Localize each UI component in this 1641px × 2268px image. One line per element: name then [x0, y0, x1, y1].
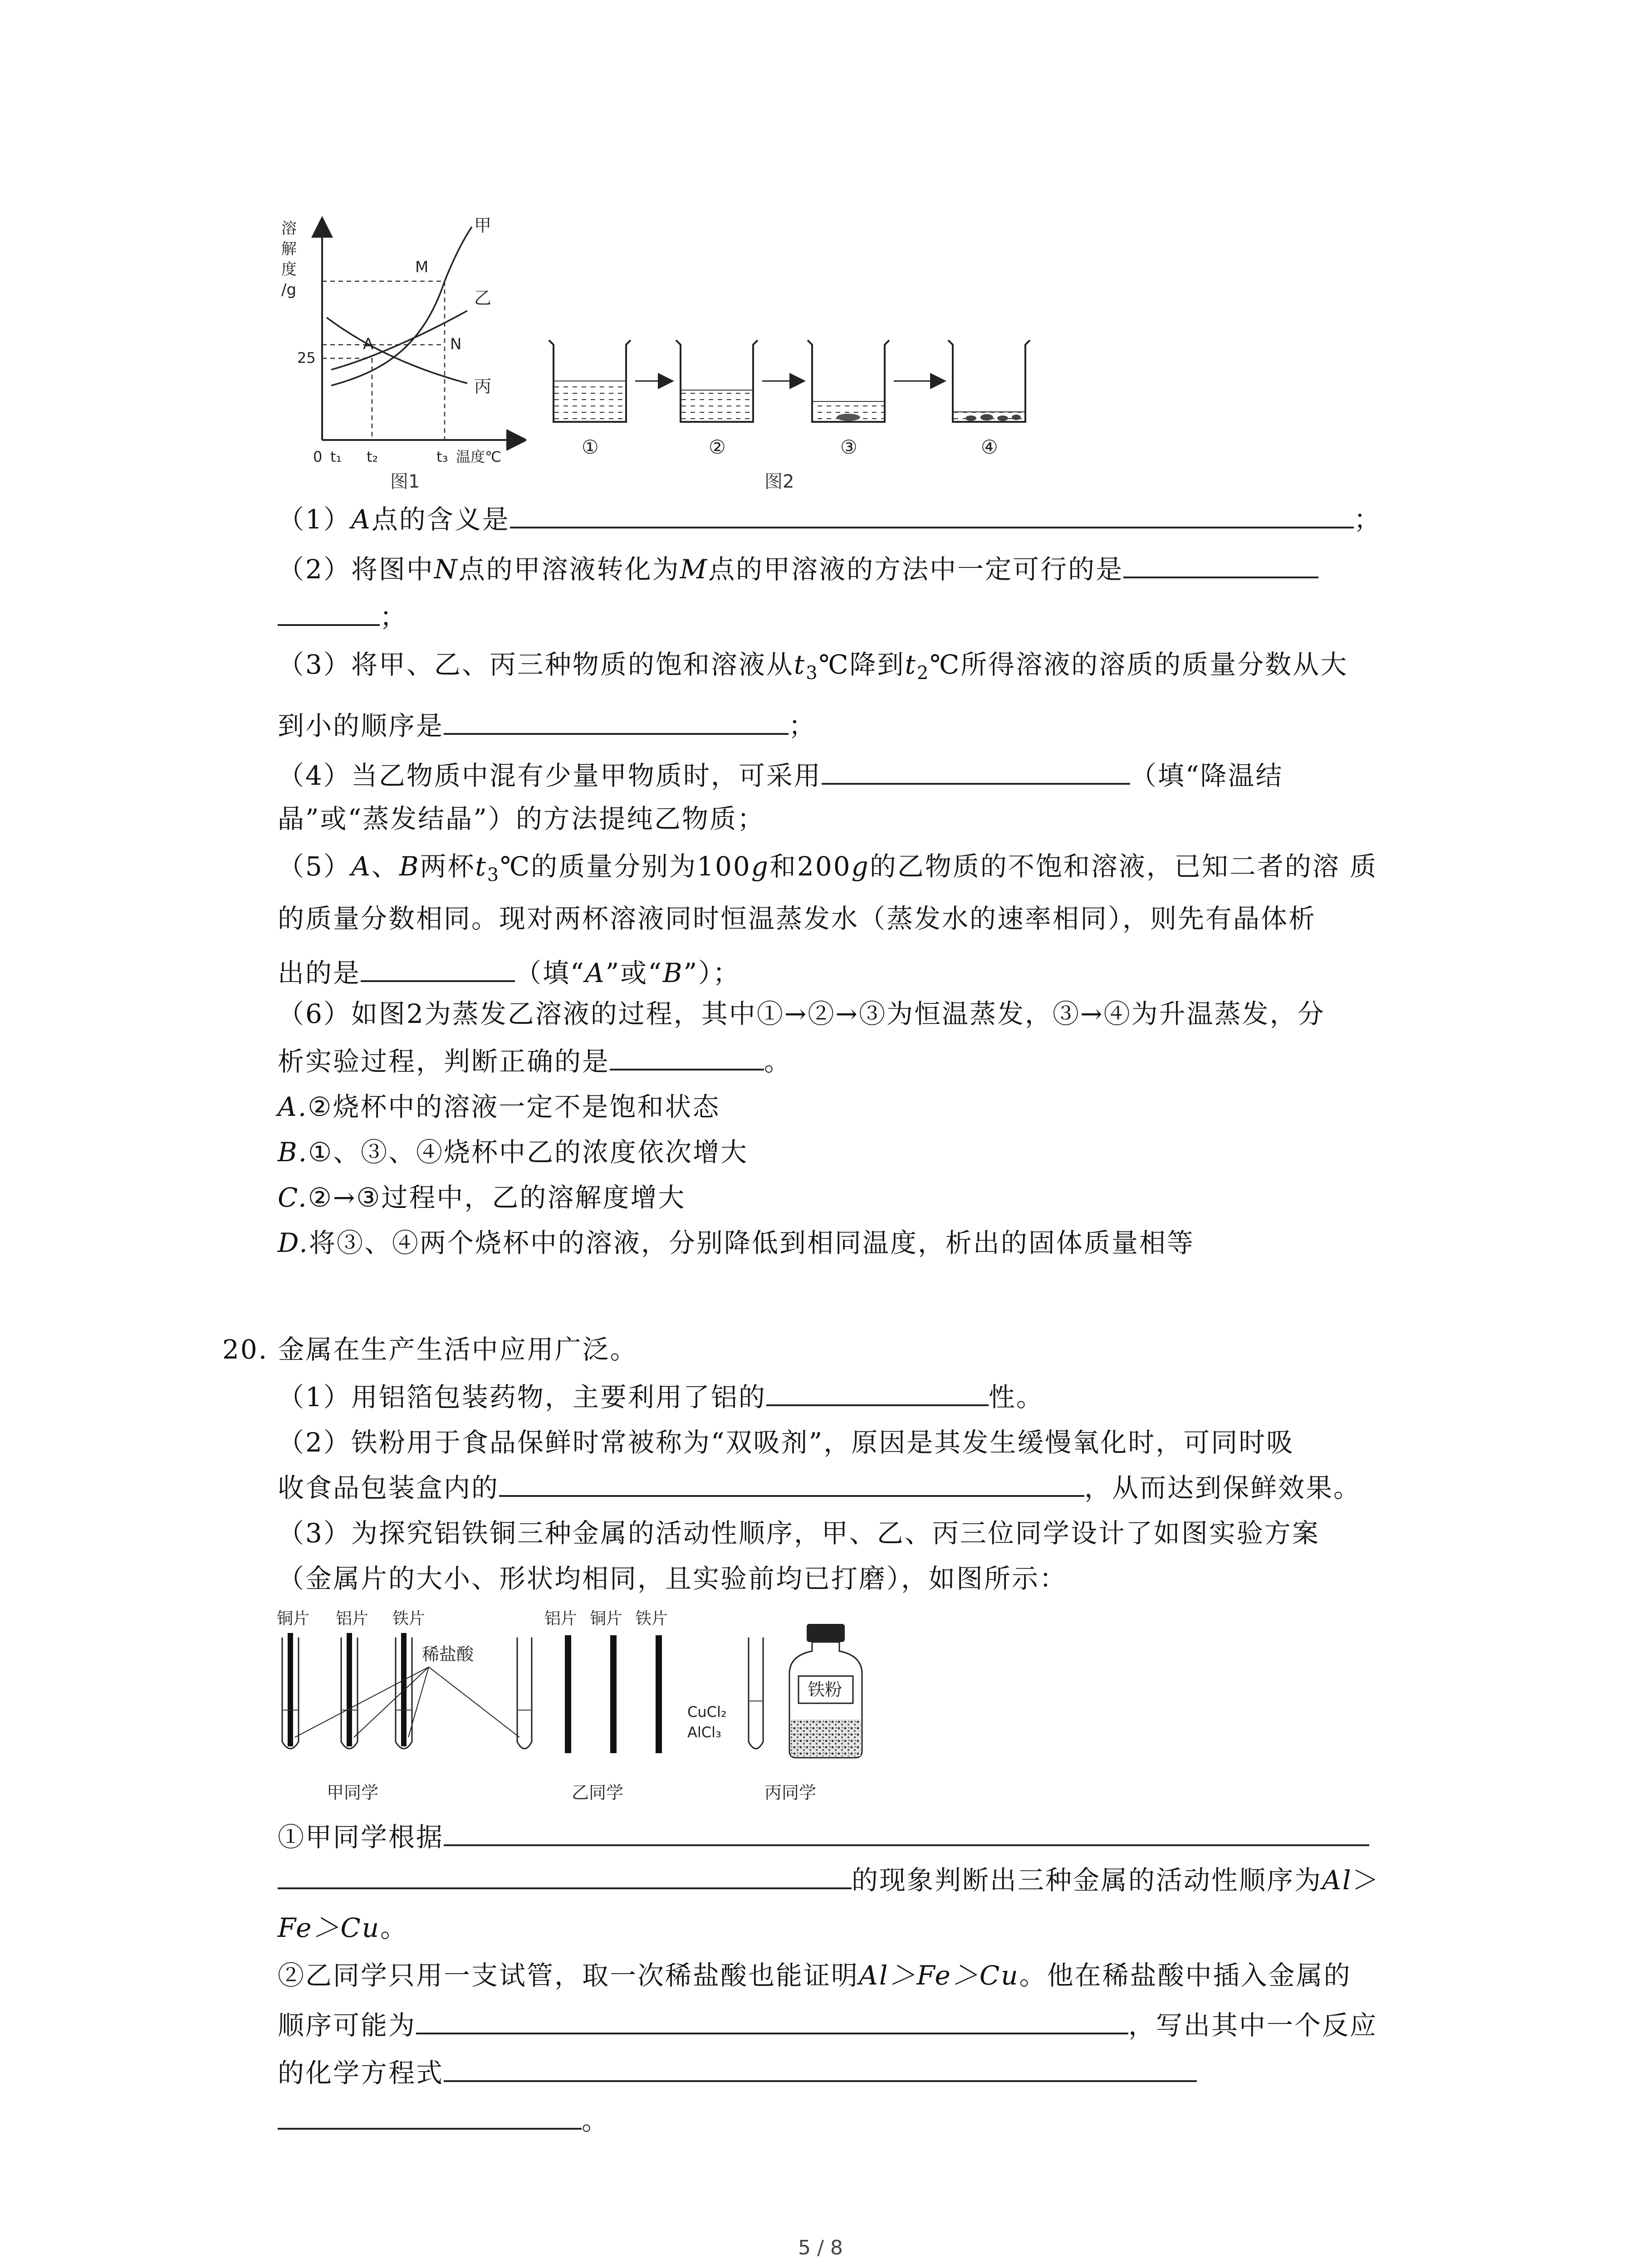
q19-p6-line2: 析实验过程，判断正确的是 。 — [278, 1046, 792, 1077]
answer-blank-4[interactable] — [822, 779, 1130, 785]
beaker-label-3: ③ — [840, 436, 857, 458]
answer-blank-2a[interactable] — [1123, 573, 1318, 578]
answer-blank-20-3b[interactable] — [278, 1884, 852, 1889]
page-number: 5 / 8 — [798, 2236, 843, 2259]
answer-blank-20-5b[interactable] — [278, 2124, 582, 2130]
q19-p2-line2: ； — [278, 599, 407, 635]
fig1-x-unit: 温度℃ — [456, 448, 501, 465]
yi-copper-strip — [610, 1635, 617, 1753]
option-d: D.将③、④两个烧杯中的溶液，分别降低到相同温度，析出的固体质量相等 — [278, 1227, 1195, 1258]
fig1-x-t1: t₁ — [330, 448, 342, 465]
q20-s1-line3: Fe＞Cu。 — [278, 1912, 408, 1943]
q19-p5-line2: 的质量分数相同。现对两杯溶液同时恒温蒸发水（蒸发水的速率相同），则先有晶体析 — [278, 903, 1317, 934]
bing-jar-label: 铁粉 — [808, 1680, 843, 1700]
q19-p5-line3: 出的是 （填“A”或“B”）； — [278, 958, 741, 988]
q20-p2-line2: 收食品包装盒内的 ，从而达到保鲜效果。 — [278, 1472, 1362, 1503]
option-a: A.②烧杯中的溶液一定不是饱和状态 — [278, 1091, 720, 1122]
yi-label-aluminum: 铝片 — [544, 1609, 578, 1628]
curve-label-jia: 甲 — [474, 215, 492, 235]
bing-caption: 丙同学 — [764, 1783, 817, 1803]
fig1-ylabel-0: 溶 — [281, 220, 297, 238]
answer-blank-20-3a[interactable] — [444, 1841, 1369, 1846]
figure-2-beakers — [544, 327, 1053, 472]
yi-caption: 乙同学 — [572, 1783, 624, 1803]
beaker-label-4: ④ — [981, 436, 998, 458]
fig2-caption: 图2 — [764, 471, 794, 492]
curve-label-yi: 乙 — [474, 288, 492, 308]
q19-p5: （5）A、B两杯$t_3℃$的质量分别为100g和200g的乙物质的不饱和溶液，已知二者的溶 质 — [278, 851, 1378, 885]
bing-solution-alcl3: AlCl₃ — [687, 1724, 721, 1741]
yi-label-copper: 铜片 — [590, 1609, 623, 1628]
bing-tube — [749, 1637, 763, 1749]
jia-tube-1 — [282, 1633, 299, 1749]
q20-s2-line2: 顺序可能为 ，写出其中一个反应 — [278, 2010, 1378, 2041]
jia-label-iron: 铁片 — [392, 1609, 426, 1628]
q19-p6: （6）如图2为蒸发乙溶液的过程，其中①→②→③为恒温蒸发，③→④为升温蒸发，分 — [278, 998, 1325, 1029]
option-b: B.①、③、④烧杯中乙的浓度依次增大 — [278, 1137, 749, 1168]
yi-aluminum-strip — [565, 1635, 571, 1753]
jia-label-aluminum: 铝片 — [336, 1609, 369, 1628]
point-m: M — [415, 258, 429, 276]
curve-bing — [327, 318, 467, 383]
fig1-x-t3: t₃ — [436, 448, 448, 465]
q20-s1: ①甲同学根据 — [278, 1819, 1369, 1855]
q20-s2: ②乙同学只用一支试管，取一次稀盐酸也能证明Al＞Fe＞Cu。他在稀盐酸中插入金属的 — [278, 1960, 1352, 1991]
answer-blank-3[interactable] — [444, 729, 789, 735]
curve-yi — [331, 311, 467, 370]
answer-blank-20-5a[interactable] — [444, 2077, 1197, 2082]
beaker-4 — [948, 340, 1030, 422]
curve-jia — [331, 227, 472, 386]
fig1-ylabel-1: 解 — [281, 240, 297, 258]
q20-s1-line2: 的现象判断出三种金属的活动性顺序为Al＞ — [278, 1862, 1380, 1898]
fig1-ytick-25: 25 — [297, 349, 316, 367]
beaker-3 — [808, 340, 889, 422]
beaker-label-2: ② — [709, 436, 726, 458]
fig1-x-0: 0 — [313, 448, 323, 465]
q19-p2: （2）将图中N点的甲溶液转化为M点的甲溶液的方法中一定可行的是 — [278, 551, 1318, 587]
answer-blank-2b[interactable] — [278, 621, 380, 626]
curve-label-bing: 丙 — [474, 376, 492, 396]
fig1-ylabel-2: 度 — [281, 260, 297, 279]
q20-title: 20. 金属在生产生活中应用广泛。 — [222, 1334, 638, 1365]
q20-p3-line2: （金属片的大小、形状均相同，且实验前均已打磨），如图所示： — [278, 1563, 1068, 1594]
figure-metal-experiment — [272, 1606, 953, 1810]
option-c: C.②→③过程中，乙的溶解度增大 — [278, 1182, 686, 1213]
fig1-x-t2: t₂ — [367, 448, 378, 465]
answer-blank-1[interactable] — [510, 523, 1354, 528]
answer-blank-6[interactable] — [610, 1065, 764, 1070]
answer-blank-20-2[interactable] — [499, 1491, 1084, 1497]
jia-caption: 甲同学 — [327, 1783, 379, 1803]
answer-blank-5[interactable] — [361, 977, 515, 982]
q20-s2-line3: 的化学方程式 — [278, 2055, 1197, 2091]
figure-1-solubility-chart — [272, 213, 526, 467]
bing-solution-cucl2: CuCl₂ — [687, 1703, 727, 1721]
jia-tube-2 — [341, 1633, 358, 1749]
acid-label: 稀盐酸 — [422, 1644, 474, 1664]
q19-p1: （1）A点的含义是 ； — [278, 504, 1381, 535]
fig1-ylabel-3: /g — [281, 281, 297, 299]
yi-iron-strip — [656, 1635, 662, 1753]
q20-s2-line4: 。 — [278, 2102, 609, 2139]
beaker-label-1: ① — [582, 436, 599, 458]
q20-p1: （1）用铝箔包装药物，主要利用了铝的 性。 — [278, 1382, 1044, 1413]
q19-p4-line2: 晶”或“蒸发结晶”）的方法提纯乙物质； — [278, 803, 765, 834]
answer-blank-20-4[interactable] — [416, 2029, 1128, 2034]
jia-label-copper: 铜片 — [277, 1609, 310, 1628]
beaker-2 — [676, 340, 758, 422]
q19-p3: （3）将甲、乙、丙三种物质的饱和溶液从$t_3℃$降到$t_2℃$所得溶液的溶质的质量分数从大 — [278, 649, 1348, 684]
answer-blank-20-1[interactable] — [766, 1401, 989, 1406]
q20-p2: （2）铁粉用于食品保鲜时常被称为“双吸剂”，原因是其发生缓慢氧化时，可同时吸 — [278, 1427, 1294, 1458]
acid-tube — [517, 1637, 532, 1749]
point-a: A — [363, 335, 374, 353]
yi-label-iron: 铁片 — [635, 1609, 668, 1628]
q19-p4: （4）当乙物质中混有少量甲物质时，可采用 （填“降温结 — [278, 760, 1283, 791]
q20-p3: （3）为探究铝铁铜三种金属的活动性顺序，甲、乙、丙三位同学设计了如图实验方案 — [278, 1518, 1320, 1549]
beaker-1 — [549, 340, 631, 422]
q19-p3-line2: 到小的顺序是 ； — [278, 710, 817, 741]
fig1-caption: 图1 — [390, 471, 420, 492]
point-n: N — [450, 335, 462, 353]
